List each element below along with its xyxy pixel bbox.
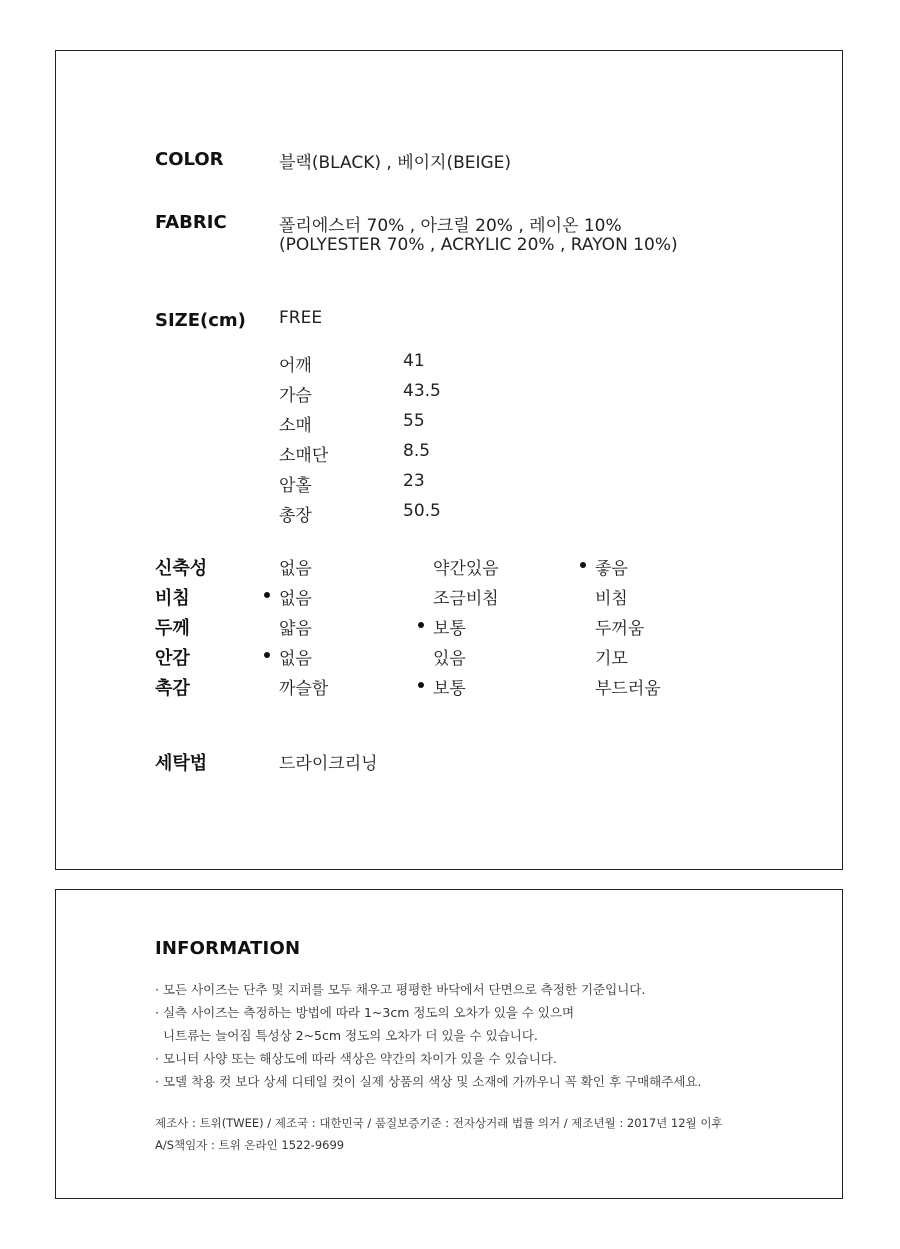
size-row-value: 8.5 bbox=[403, 441, 431, 461]
fabric-label: FABRIC bbox=[155, 212, 227, 233]
notice-item: · 모든 사이즈는 단추 및 지퍼를 모두 채우고 평평한 바닥에서 단면으로 측정한 기준입니다. bbox=[155, 982, 646, 997]
size-label: SIZE(cm) bbox=[155, 310, 246, 331]
attribute-option: 보통 bbox=[433, 679, 466, 699]
notice-item: 니트류는 늘어짐 특성상 2~5cm 정도의 오차가 더 있을 수 있습니다. bbox=[155, 1028, 538, 1043]
attribute-label: 두께 bbox=[155, 618, 190, 639]
attribute-option: 보통 bbox=[433, 619, 466, 639]
size-row-name: 소매 bbox=[279, 416, 312, 436]
attribute-option: 좋음 bbox=[595, 559, 628, 579]
size-row-name: 소매단 bbox=[279, 446, 329, 466]
attribute-label: 신축성 bbox=[155, 558, 208, 579]
attribute-label: 촉감 bbox=[155, 678, 190, 699]
attribute-option: 없음 bbox=[279, 649, 312, 669]
size-type: FREE bbox=[279, 308, 323, 328]
information-title: INFORMATION bbox=[155, 938, 301, 959]
attribute-option: 비침 bbox=[595, 589, 628, 609]
as-contact-info: A/S책임자 : 트위 온라인 1522-9699 bbox=[155, 1138, 345, 1152]
washing-label: 세탁법 bbox=[155, 753, 208, 774]
attribute-option: 조금비침 bbox=[433, 589, 499, 609]
washing-value: 드라이크리닝 bbox=[279, 754, 378, 774]
size-row-name: 어깨 bbox=[279, 356, 312, 376]
attribute-option: 두꺼움 bbox=[595, 619, 645, 639]
selected-indicator-icon bbox=[264, 652, 270, 658]
notice-item: · 실측 사이즈는 측정하는 방법에 따라 1~3cm 정도의 오차가 있을 수 있으며 bbox=[155, 1005, 575, 1020]
attribute-label: 안감 bbox=[155, 648, 190, 669]
product-spec-panel bbox=[55, 50, 843, 870]
attribute-option: 기모 bbox=[595, 649, 628, 669]
notice-item: · 모니터 사양 또는 해상도에 따라 색상은 약간의 차이가 있을 수 있습니다. bbox=[155, 1051, 557, 1066]
attribute-option: 부드러움 bbox=[595, 679, 661, 699]
size-row-name: 암홀 bbox=[279, 476, 312, 496]
color-value: 블랙(BLACK) , 베이지(BEIGE) bbox=[279, 153, 512, 173]
attribute-option: 까슬함 bbox=[279, 679, 329, 699]
notice-item: · 모델 착용 컷 보다 상세 디테일 컷이 실제 상품의 색상 및 소재에 가까우니 꼭 확인 후 구매해주세요. bbox=[155, 1074, 702, 1089]
size-row-value: 43.5 bbox=[403, 381, 441, 401]
size-row-value: 41 bbox=[403, 351, 425, 371]
fabric-composition-ko: 폴리에스터 70% , 아크릴 20% , 레이온 10% bbox=[279, 216, 622, 236]
color-label: COLOR bbox=[155, 149, 224, 170]
size-row-value: 55 bbox=[403, 411, 425, 431]
selected-indicator-icon bbox=[418, 622, 424, 628]
attribute-option: 있음 bbox=[433, 649, 466, 669]
selected-indicator-icon bbox=[580, 562, 586, 568]
size-row-name: 총장 bbox=[279, 506, 312, 526]
size-row-name: 가슴 bbox=[279, 386, 312, 406]
attribute-label: 비침 bbox=[155, 588, 190, 609]
attribute-option: 없음 bbox=[279, 559, 312, 579]
attribute-option: 없음 bbox=[279, 589, 312, 609]
information-panel bbox=[55, 889, 843, 1199]
selected-indicator-icon bbox=[264, 592, 270, 598]
attribute-option: 얇음 bbox=[279, 619, 312, 639]
size-row-value: 50.5 bbox=[403, 501, 441, 521]
manufacturer-info: 제조사 : 트위(TWEE) / 제조국 : 대한민국 / 품질보증기준 : 전자상거래 법률 의거 / 제조년월 : 2017년 12월 이후 bbox=[155, 1116, 723, 1130]
selected-indicator-icon bbox=[418, 682, 424, 688]
fabric-composition-en: (POLYESTER 70% , ACRYLIC 20% , RAYON 10%) bbox=[279, 235, 678, 255]
size-row-value: 23 bbox=[403, 471, 425, 491]
attribute-option: 약간있음 bbox=[433, 559, 499, 579]
